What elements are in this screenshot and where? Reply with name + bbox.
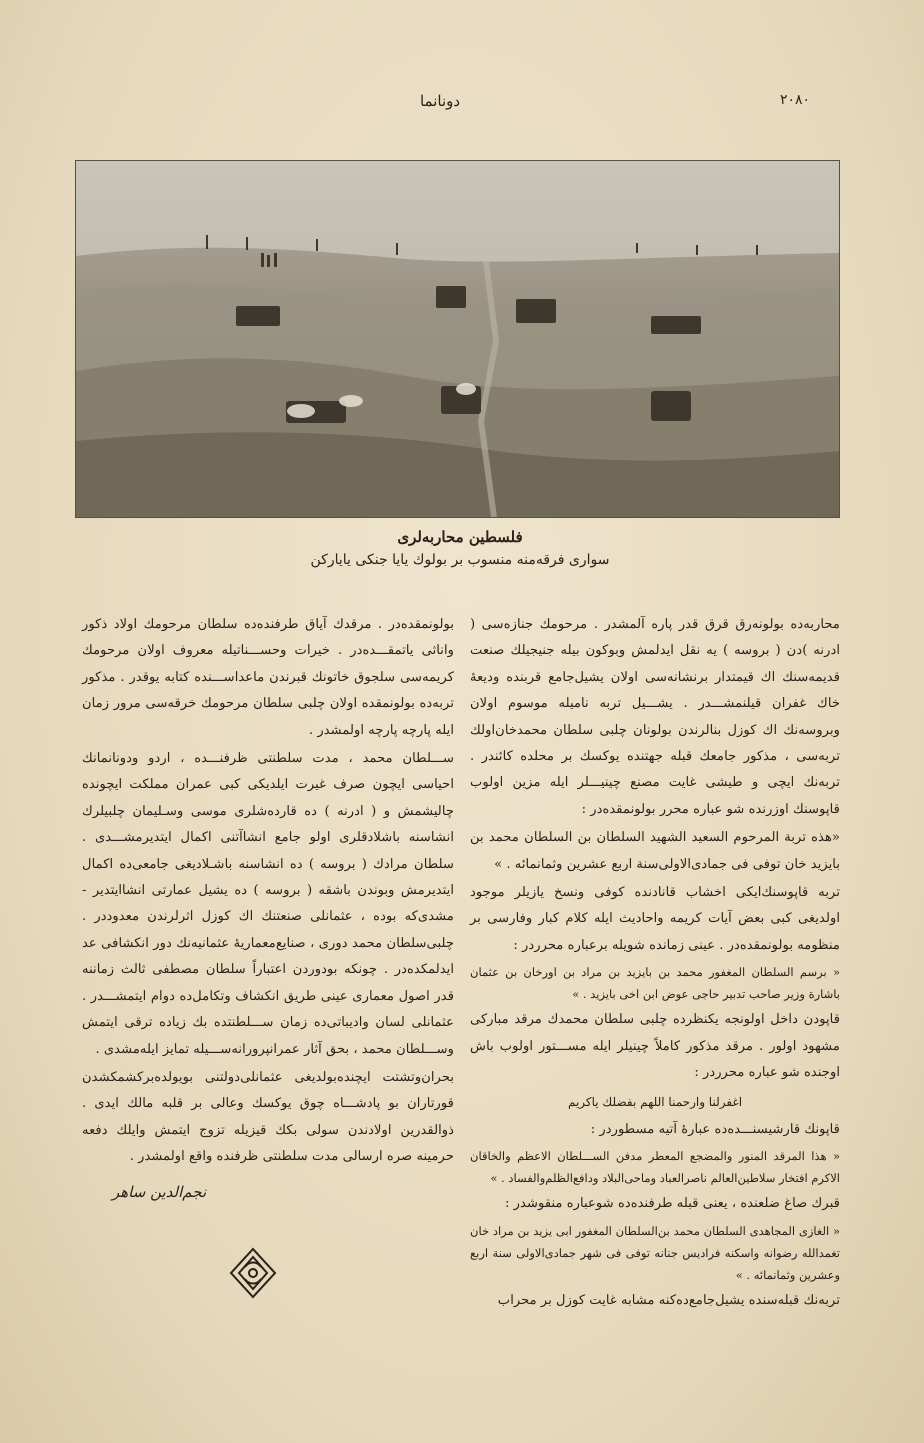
paragraph: محاربه‌ده بولونه‌رق قرق قدر پاره آلمشدر . مرحومك جنازه‌سی ( ادرنه )دن ( بروسه ) يه نقل ايدلمش وبوكون بيله جنيجيلك صنعت قديمه‌سنك اك قيمتدار برنشانه‌سی اولان يشيل‌جامع قربنده وديعهٔ خاك غفران قيلنمشـــدر . يشـــيل تربه ناميله موسوم اولان وبروسه‌نك اك كوزل بنالرندن بولونان چلبی سلطان محمدخان‌اولك تربه‌سی ، مذكور جامعك قبله جهتنده يوكسك بر محلده كائندر . تربه‌نك ايچی و طيشی غايت مصنع چينيـــلر ايله مزين اولوب قاپوسنك اوزرنده شو عباره محرر بولونمقده‌در :	[470, 617, 840, 817]
inscription-quote: « هذا المرقد المنور والمضجع المعطر مدفن الســـلطان الاعظم والخاقان الاكرم افتخار سلاطين‌العالم ناصرالعباد وماحى‌البلاد ودافع‌الظلم‌والفساد . »	[470, 1149, 840, 1186]
paragraph: تربه‌نك قبله‌سنده يشيل‌جامع‌ده‌كنه مشابه غايت كوزل بر محراب	[497, 1292, 840, 1308]
header-title: دونانما	[419, 92, 461, 110]
paragraph: قبرك صاغ ضلعنده ، يعنى قبله طرفنده‌ده شوعباره منقوشدر :	[505, 1196, 840, 1212]
inscription-quote: « الغازى المجاهدى السلطان محمد بن‌السلطان المغفور ابی يزيد بن مراد خان تغمدالله رضوانه واسكنه فراديس جنانه توفى فى شهر جمادى‌الاولى سنة اربع وعشرين وثمانمائه . »	[470, 1223, 840, 1282]
paragraph: بولونمقده‌در . مرقدك آياق طرفنده‌ده سلطان مرحومك اولاد ذكور واناثی ياتمقـــده‌در . خيرات وحســـناتيله معروف اولان مرحومك كريمه‌سی سلجوق خاتونك قبرندن ماعداســـنده كتابه يوقدر . مذكور تربه‌ده بولونمقده اولان چلبی سلطان مرحومك خرقه‌سی مرور زمان ايله پارچه پارچه اولمشدر .	[82, 617, 454, 738]
photo-caption	[250, 528, 670, 568]
paragraph: تربه قاپوسنك‌ايكی اخشاب قانادنده كوفی ونسخ يازيلر موجود اولديغی كبی بعض آيات كريمه واحاديث ايله كلام كبار وفارسی بر منظومه بولونمقده‌در . عينی زمانده شويله برعباره محرردر :	[470, 885, 840, 953]
ornament-emblem-icon	[225, 1245, 281, 1301]
caption-title: فلسطين محاربه‌لری	[397, 528, 523, 546]
paragraph: قاپودن داخل اولونجه يكنظرده چلبی سلطان محمدك مرقد مباركی مشهود اولور . مرقد مذكور كاملاً چينيلر ايله مســـتور اولوب باش اوجنده شو عباره محرردر :	[470, 1012, 840, 1081]
paragraph: ســـلطان محمد ، مدت سلطنتی ظرفنـــده ، اردو ودونانمانك احياسی ايچون صرف غيرت ايلديكی كبی عمران مملكت ايچونده چاليشمش و ( ادرنه ) ده قاردەشلری موسی وسـليمان چلبيلرك انشاسنه باشلادقلری اولو جامع انشاآتنی اكمال ايتديرمشـــدی . سلطان مرادك ( بروسه ) ده انشاسنه باشـلاديغی جامعی‌ده اكمال ايتديرمش وبوندن باشقه ( بروسه ) ده يشيل عمارتی انشاايتدير - مشدی‌كه بوده ، عثمانلی صنعتنك اك كوزل اثرلرندن معدوددر . چلبی‌سلطان محمد دوری ، صنايع‌معماريهٔ عثمانيه‌نك دور انكشافی عد ايدلمكده‌در . چونكه بودوردن اعتباراً سلطان مصطفى ثالث زماننه قدر اصول معمارى عينی طريق انكشاف وتكامل‌ده دوام ايتمشـــدر . عثمانلی لسان واديباتی‌ده زمان ســـلطنتده بك زياده ترقى ايتمش وســـلطان محمد ، بحق آثار عمرانپرورانه‌ســـيله تمايز ايلەمشدی .	[82, 751, 454, 1057]
battlefield-photo	[75, 160, 840, 518]
paragraph: قاپونك قارشيسنـــده‌ده عبارهٔ آتيه مسطوردر :	[590, 1121, 840, 1137]
page-number: ٢٠٨٠	[779, 92, 811, 108]
battlefield-photo-graphic	[76, 161, 839, 517]
author-signature: نجم‌الدين ساهر	[112, 1182, 207, 1201]
article-column-right	[470, 612, 840, 1316]
inscription-quote: « برسم السلطان المغفور محمد بن بايزيد بن مراد بن اورخان بن عثمان باشارة وزير صاحب تدبير حاجی عوض ابن اخی بايزيد . »	[470, 965, 840, 1002]
paragraph: بحران‌وتشتت ايچنده‌بولديغی عثمانلی‌دولتنی بويولده‌بركشمكشدن قورتاران بو پادشـــاه چوق يوكسك وعالی بر قلبه مالك ايدی . ذوالقدرين اولادندن سولی بكك قيزيله تزوج ايتمش وايلك دفعه حرمينه صره ارسالی مدت سلطنتی ظرفنده واقع اولمشدر .	[82, 1069, 454, 1165]
caption-subtitle: سواری فرقه‌منه منسوب بر بولوك يايا جنكى يايارکن	[310, 552, 610, 568]
article-column-left	[82, 612, 454, 1205]
inscription-line: اغفرلنا وارحمنا اللهم بفضلك ياكريم	[567, 1094, 743, 1109]
paragraph: «هذه تربة المرحوم السعيد الشهيد السلطان بن السلطان محمد بن بايزيد خان توفى فى جمادى‌الاولى‌سنة اربع عشرين وثمانمائه . »	[470, 830, 840, 872]
